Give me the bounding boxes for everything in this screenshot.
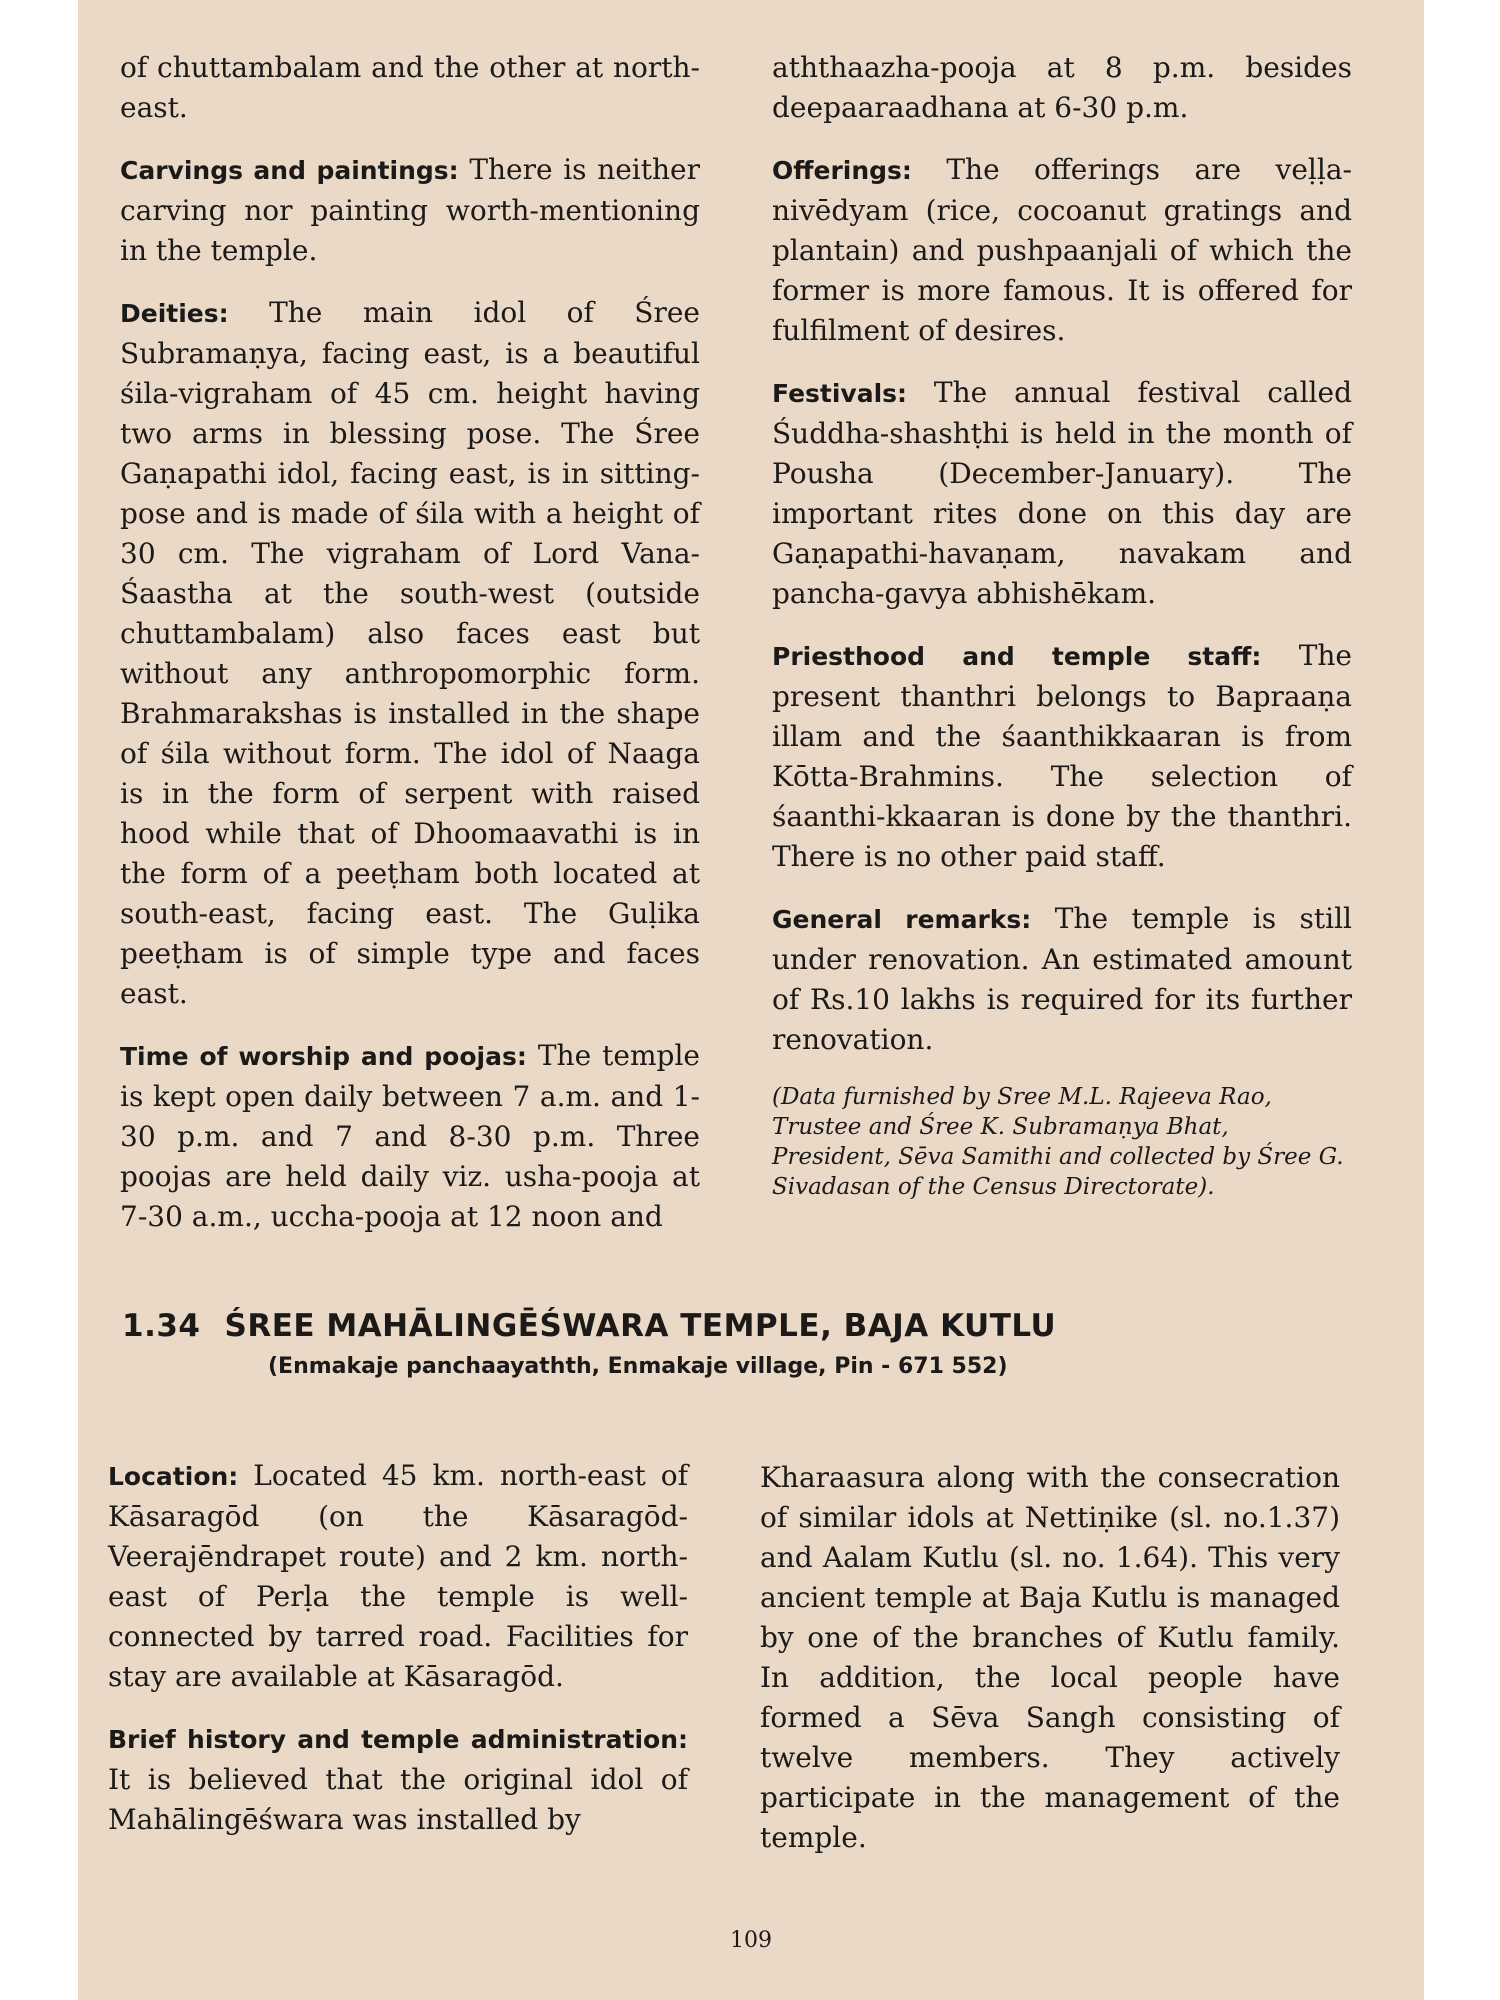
history-continuation-paragraph (760, 1458, 1340, 1858)
data-credit: (Data furnished by Sree M.L. Rajeeva Rao, Trustee and Śree K. Subramaṇya Bhat, President, Sēva Samithi and collected by Śree G. Sivadasan of the Census Directorate). (772, 1084, 1344, 1200)
section-subtitle: (Enmakaje panchaayathth, Enmakaje village, Pin - 671 552) (268, 1354, 1008, 1379)
location-text: Located 45 km. north-east of Kāsaragōd (on the Kāsaragōd-Veerajēndrapet route) and 2 km. north-east of Perḷa the temple is well-connected by tarred road. Facilities for stay are available at Kāsaragōd. (108, 1459, 688, 1693)
intro-text: of chuttambalam and the other at north-east. (120, 51, 700, 124)
priesthood-paragraph (772, 636, 1352, 877)
continuation-paragraph (772, 48, 1352, 128)
page-number: 109 (730, 1928, 772, 1953)
offerings-text: The offerings are veḷḷa-nivēdyam (rice, cocoanut gratings and plantain) and pushpaanjali of which the former is more famous. It is offered for fulfilment of desires. (772, 153, 1352, 347)
remarks-label: General remarks: (772, 905, 1032, 934)
priesthood-label: Priesthood and temple staff: (772, 642, 1262, 671)
section-number: 1.34 (122, 1308, 201, 1344)
bottom-right-column (760, 1458, 1340, 1880)
festivals-paragraph (772, 373, 1352, 614)
festivals-label: Festivals: (772, 379, 908, 408)
carvings-text: There is neither carving nor painting worth-mentioning in the temple. (120, 153, 700, 267)
offerings-paragraph (772, 150, 1352, 351)
deities-text: The main idol of Śree Subramaṇya, facing east, is a beautiful śila-vigraham of 45 cm. height having two arms in blessing pose. The Śree Gaṇapathi idol, facing east, is in sitting-pose and is made of śila with a height of 30 cm. The vigraham of Lord Vana-Śaastha at the south-west (outside chuttambalam) also faces east but without any anthropomorphic form. Brahmarakshas is installed in the shape of śila without form. The idol of Naaga is in the form of serpent with raised hood while that of Dhoomaavathi is in the form of a peeṭham both located at south-east, facing east. The Guḷika peeṭham is of simple type and faces east. (120, 296, 701, 1010)
top-left-column (120, 48, 700, 1259)
top-right-column (772, 48, 1352, 1224)
carvings-label: Carvings and paintings: (120, 156, 459, 185)
carvings-paragraph (120, 150, 700, 271)
offerings-label: Offerings: (772, 156, 912, 185)
priesthood-text: The present thanthri belongs to Bapraaṇa illam and the śaanthikkaaran is from Kōtta-Brahmins. The selection of śaanthi-kkaaran is done by the thanthri. There is no other paid staff. (772, 639, 1352, 873)
section-title: ŚREE MAHĀLINGĒŚWARA TEMPLE, BAJA KUTLU (224, 1308, 1057, 1344)
deities-paragraph (120, 293, 700, 1014)
time-label: Time of worship and poojas: (120, 1042, 527, 1071)
time-paragraph (120, 1036, 700, 1237)
remarks-paragraph (772, 899, 1352, 1060)
remarks-text: The temple is still under renovation. An estimated amount of Rs.10 lakhs is required for its further renovation. (772, 902, 1352, 1056)
history-label: Brief history and temple administration: (108, 1725, 688, 1754)
history-continuation-text: Kharaasura along with the consecration of similar idols at Nettiṇike (sl. no.1.37) and Aalam Kutlu (sl. no. 1.64). This very ancient temple at Baja Kutlu is managed by one of the branches of Kutlu family. In addition, the local people have formed a Sēva Sangh consisting of twelve members. They actively participate in the management of the temple. (760, 1461, 1340, 1854)
bottom-left-column (108, 1456, 688, 1862)
intro-paragraph (120, 48, 700, 128)
time-text: The temple is kept open daily between 7 a.m. and 1-30 p.m. and 7 and 8-30 p.m. Three poojas are held daily viz. usha-pooja at 7-30 a.m., uccha-pooja at 12 noon and (120, 1039, 700, 1233)
deities-label: Deities: (120, 299, 229, 328)
continuation-text: aththaazha-pooja at 8 p.m. besides deepaaraadhana at 6-30 p.m. (772, 51, 1352, 124)
history-text: It is believed that the original idol of Mahālingēśwara was installed by (108, 1763, 688, 1836)
location-paragraph (108, 1456, 688, 1697)
festivals-text: The annual festival called Śuddha-shashṭhi is held in the month of Pousha (December-January). The important rites done on this day are Gaṇapathi-havaṇam, navakam and pancha-gavya abhishēkam. (772, 376, 1352, 610)
location-label: Location: (108, 1462, 239, 1491)
section-heading (122, 1308, 1322, 1344)
book-page (78, 0, 1424, 2000)
history-paragraph (108, 1719, 688, 1840)
